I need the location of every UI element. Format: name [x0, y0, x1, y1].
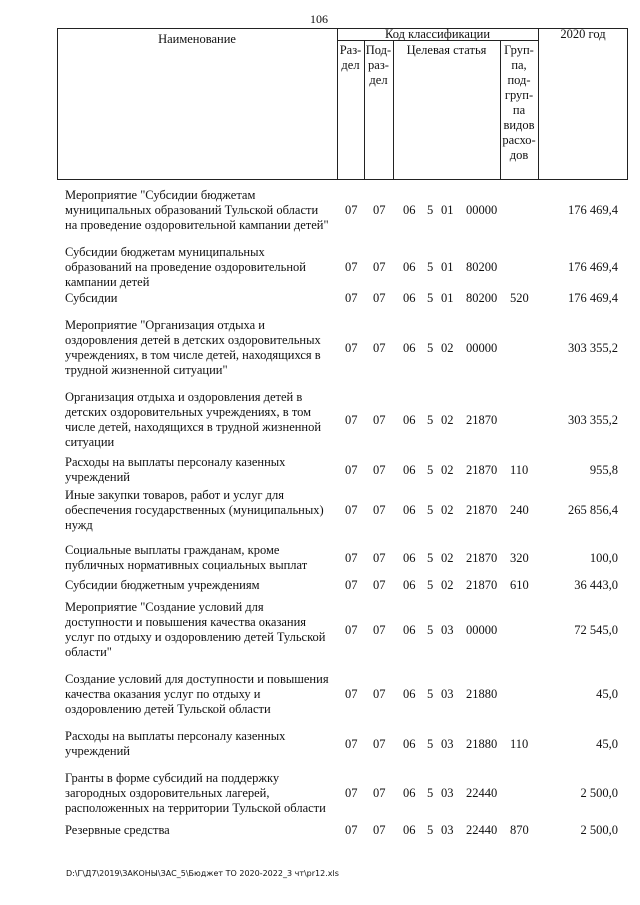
header-group-line: расхо-	[502, 133, 536, 147]
subprogram-code-cell: 5	[427, 687, 434, 701]
main-event-code-cell: 01	[441, 260, 454, 274]
podrazdel-cell: 07	[373, 623, 386, 637]
amount-cell: 176 469,4	[568, 260, 618, 274]
podrazdel-cell: 07	[373, 737, 386, 751]
header-group-line: Груп-	[504, 43, 534, 57]
table-row	[0, 318, 618, 378]
header-podrazdel	[364, 43, 393, 88]
row-name-line: трудной жизненной ситуации"	[65, 363, 228, 377]
direction-code-cell: 80200	[466, 291, 498, 305]
row-name-line: учреждениях, в том числе детей, находящихся в	[65, 348, 321, 362]
razdel-cell: 07	[345, 503, 358, 517]
podrazdel-cell: 07	[373, 551, 386, 565]
row-name-line: Мероприятие "Организация отдыха и	[65, 318, 265, 332]
amount-cell: 955,8	[589, 463, 618, 477]
row-name	[65, 390, 337, 450]
subprogram-code-cell: 5	[427, 623, 434, 637]
row-name-line: Резервные средства	[65, 823, 170, 837]
row-name-line: образований на проведение оздоровительной	[65, 260, 306, 274]
program-code-cell: 06	[403, 551, 416, 565]
row-name-line: кампании детей	[65, 275, 150, 289]
amount-cell: 45,0	[596, 737, 618, 751]
expense-type-cell: 240	[510, 503, 529, 517]
row-name-line: оздоровления детей в детских оздоровительных	[65, 333, 321, 347]
header-podrazdel-line: раз-	[368, 58, 389, 72]
direction-code-cell: 21870	[466, 463, 498, 477]
subprogram-code-cell: 5	[427, 578, 434, 592]
subprogram-code-cell: 5	[427, 551, 434, 565]
expense-type-cell: 320	[510, 551, 529, 565]
main-event-code-cell: 01	[441, 291, 454, 305]
row-name	[65, 771, 337, 816]
row-name	[65, 488, 337, 533]
direction-code-cell: 00000	[466, 341, 498, 355]
row-name-line: детских оздоровительных учреждениях, в том	[65, 405, 312, 419]
amount-cell: 2 500,0	[580, 823, 618, 837]
razdel-cell: 07	[345, 341, 358, 355]
direction-code-cell: 21880	[466, 687, 498, 701]
razdel-cell: 07	[345, 413, 358, 427]
header-year: 2020 год	[560, 27, 606, 41]
direction-code-cell: 21880	[466, 737, 498, 751]
table-row	[0, 578, 618, 593]
expense-type-cell: 610	[510, 578, 529, 592]
row-name-line: Субсидии	[65, 291, 118, 305]
amount-cell: 303 355,2	[568, 413, 618, 427]
subprogram-code-cell: 5	[427, 737, 434, 751]
subprogram-code-cell: 5	[427, 260, 434, 274]
razdel-cell: 07	[345, 260, 358, 274]
main-event-code-cell: 01	[441, 203, 454, 217]
row-name-line: учреждений	[65, 470, 130, 484]
row-name-line: учреждений	[65, 744, 130, 758]
podrazdel-cell: 07	[373, 260, 386, 274]
razdel-cell: 07	[345, 203, 358, 217]
table-row	[0, 543, 618, 573]
amount-cell: 72 545,0	[574, 623, 618, 637]
header-target: Целевая статья	[406, 43, 487, 57]
header-group-line: дов	[509, 148, 529, 162]
row-name	[65, 188, 337, 233]
file-path-footer: D:\Г\Д7\2019\ЗАКОНЫ\ЗАС_5\Бюджет ТО 2020-2022_3 чт\pr12.xls	[66, 869, 339, 878]
row-name-line: Мероприятие "Создание условий для	[65, 600, 264, 614]
row-name	[65, 245, 337, 290]
row-name	[65, 543, 337, 573]
amount-cell: 303 355,2	[568, 341, 618, 355]
row-name-line: оздоровлению детей Тульской области	[65, 702, 271, 716]
amount-cell: 100,0	[589, 551, 618, 565]
direction-code-cell: 22440	[466, 786, 498, 800]
razdel-cell: 07	[345, 823, 358, 837]
row-name-line: Иные закупки товаров, работ и услуг для	[65, 488, 285, 502]
page-number: 106	[310, 12, 328, 26]
razdel-cell: 07	[345, 463, 358, 477]
expense-type-cell: 110	[510, 463, 529, 477]
amount-cell: 176 469,4	[568, 291, 618, 305]
podrazdel-cell: 07	[373, 341, 386, 355]
row-name-line: числе детей, находящихся в трудной жизненной	[65, 420, 322, 434]
subprogram-code-cell: 5	[427, 786, 434, 800]
amount-cell: 265 856,4	[568, 503, 618, 517]
header-podrazdel-line: дел	[369, 73, 388, 87]
table-header	[57, 28, 628, 180]
podrazdel-cell: 07	[373, 413, 386, 427]
subprogram-code-cell: 5	[427, 291, 434, 305]
expense-type-cell: 110	[510, 737, 529, 751]
main-event-code-cell: 03	[441, 823, 454, 837]
direction-code-cell: 80200	[466, 260, 498, 274]
row-name-line: расположенных на территории Тульской области	[65, 801, 326, 815]
row-name	[65, 578, 337, 593]
direction-code-cell: 22440	[466, 823, 498, 837]
row-name	[65, 672, 337, 717]
header-group-line: па,	[511, 58, 527, 72]
program-code-cell: 06	[403, 341, 416, 355]
table-row	[0, 672, 618, 717]
main-event-code-cell: 02	[441, 413, 454, 427]
podrazdel-cell: 07	[373, 786, 386, 800]
program-code-cell: 06	[403, 260, 416, 274]
header-razdel	[337, 43, 364, 73]
row-name-line: Субсидии бюджетам муниципальных	[65, 245, 265, 259]
table-row	[0, 245, 618, 290]
direction-code-cell: 21870	[466, 578, 498, 592]
table-row	[0, 488, 618, 533]
program-code-cell: 06	[403, 786, 416, 800]
table-row	[0, 455, 618, 485]
podrazdel-cell: 07	[373, 687, 386, 701]
row-name-line: на проведение оздоровительной кампании детей"	[65, 218, 329, 232]
header-code-group: Код классификации	[384, 27, 491, 41]
header-divider	[538, 28, 539, 180]
row-name	[65, 455, 337, 485]
expense-type-cell: 870	[510, 823, 529, 837]
row-name	[65, 318, 337, 378]
row-name-line: услуг по отдыху и оздоровлению детей Тульской	[65, 630, 326, 644]
amount-cell: 36 443,0	[574, 578, 618, 592]
razdel-cell: 07	[345, 623, 358, 637]
subprogram-code-cell: 5	[427, 503, 434, 517]
subprogram-code-cell: 5	[427, 463, 434, 477]
header-razdel-line: дел	[341, 58, 360, 72]
row-name-line: качества оказания услуг по отдыху и	[65, 687, 261, 701]
program-code-cell: 06	[403, 687, 416, 701]
podrazdel-cell: 07	[373, 578, 386, 592]
direction-code-cell: 00000	[466, 203, 498, 217]
row-name-line: Гранты в форме субсидий на поддержку	[65, 771, 280, 785]
podrazdel-cell: 07	[373, 203, 386, 217]
row-name-line: ситуации	[65, 435, 115, 449]
row-name-line: обеспечения государственных (муниципальных)	[65, 503, 324, 517]
row-name-line: загородных оздоровительных лагерей,	[65, 786, 270, 800]
main-event-code-cell: 03	[441, 687, 454, 701]
header-group-line: видов	[503, 118, 535, 132]
podrazdel-cell: 07	[373, 823, 386, 837]
row-name-line: Расходы на выплаты персоналу казенных	[65, 455, 286, 469]
row-name-line: нужд	[65, 518, 93, 532]
row-name-line: области"	[65, 645, 112, 659]
program-code-cell: 06	[403, 578, 416, 592]
direction-code-cell: 21870	[466, 551, 498, 565]
row-name-line: доступности и повышения качества оказания	[65, 615, 307, 629]
row-name-line: публичных нормативных социальных выплат	[65, 558, 308, 572]
table-row	[0, 771, 618, 816]
row-name	[65, 291, 337, 306]
header-divider	[393, 40, 394, 180]
main-event-code-cell: 02	[441, 503, 454, 517]
main-event-code-cell: 02	[441, 341, 454, 355]
program-code-cell: 06	[403, 737, 416, 751]
main-event-code-cell: 02	[441, 578, 454, 592]
row-name-line: Мероприятие "Субсидии бюджетам	[65, 188, 256, 202]
program-code-cell: 06	[403, 623, 416, 637]
table-row	[0, 729, 618, 759]
table-row	[0, 188, 618, 233]
razdel-cell: 07	[345, 578, 358, 592]
header-group	[500, 43, 538, 163]
main-event-code-cell: 03	[441, 737, 454, 751]
table-row	[0, 600, 618, 660]
razdel-cell: 07	[345, 551, 358, 565]
subprogram-code-cell: 5	[427, 341, 434, 355]
row-name	[65, 823, 337, 838]
razdel-cell: 07	[345, 737, 358, 751]
row-name-line: Организация отдыха и оздоровления детей в	[65, 390, 303, 404]
row-name	[65, 729, 337, 759]
row-name-line: Социальные выплаты гражданам, кроме	[65, 543, 280, 557]
amount-cell: 45,0	[596, 687, 618, 701]
header-group-line: груп-	[504, 88, 534, 102]
table-row	[0, 823, 618, 838]
direction-code-cell: 21870	[466, 503, 498, 517]
row-name-line: муниципальных образований Тульской области	[65, 203, 319, 217]
main-event-code-cell: 02	[441, 463, 454, 477]
direction-code-cell: 21870	[466, 413, 498, 427]
amount-cell: 2 500,0	[580, 786, 618, 800]
row-name-line: Расходы на выплаты персоналу казенных	[65, 729, 286, 743]
subprogram-code-cell: 5	[427, 413, 434, 427]
direction-code-cell: 00000	[466, 623, 498, 637]
row-name-line: Субсидии бюджетным учреждениям	[65, 578, 260, 592]
razdel-cell: 07	[345, 687, 358, 701]
table-row	[0, 291, 618, 306]
main-event-code-cell: 02	[441, 551, 454, 565]
main-event-code-cell: 03	[441, 786, 454, 800]
amount-cell: 176 469,4	[568, 203, 618, 217]
program-code-cell: 06	[403, 503, 416, 517]
subprogram-code-cell: 5	[427, 823, 434, 837]
program-code-cell: 06	[403, 291, 416, 305]
header-razdel-line: Раз-	[339, 43, 362, 57]
header-group-line: под-	[507, 73, 531, 87]
razdel-cell: 07	[345, 786, 358, 800]
program-code-cell: 06	[403, 203, 416, 217]
podrazdel-cell: 07	[373, 503, 386, 517]
row-name	[65, 600, 337, 660]
header-podrazdel-line: Под-	[365, 43, 392, 57]
header-group-line: па	[512, 103, 526, 117]
podrazdel-cell: 07	[373, 291, 386, 305]
row-name-line: Создание условий для доступности и повышения	[65, 672, 329, 686]
subprogram-code-cell: 5	[427, 203, 434, 217]
main-event-code-cell: 03	[441, 623, 454, 637]
program-code-cell: 06	[403, 823, 416, 837]
expense-type-cell: 520	[510, 291, 529, 305]
table-row	[0, 390, 618, 450]
program-code-cell: 06	[403, 463, 416, 477]
razdel-cell: 07	[345, 291, 358, 305]
program-code-cell: 06	[403, 413, 416, 427]
podrazdel-cell: 07	[373, 463, 386, 477]
header-name: Наименование	[158, 32, 236, 46]
